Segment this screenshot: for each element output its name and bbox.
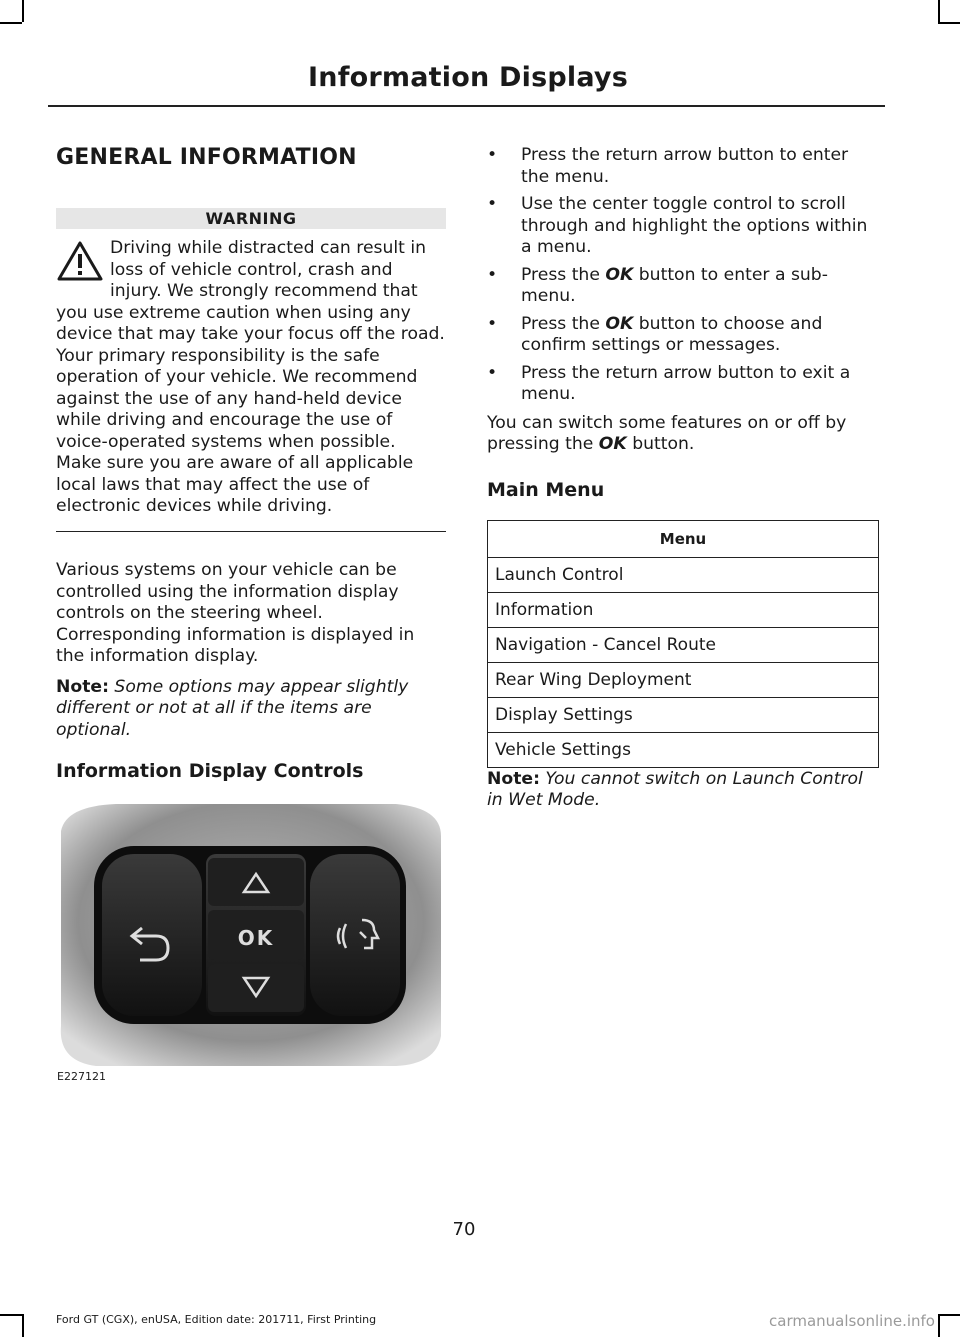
- table-row: Vehicle Settings: [488, 732, 879, 767]
- table-row: Rear Wing Deployment: [488, 662, 879, 697]
- menu-note: Note: You cannot switch on Launch Control in Wet Mode.: [487, 768, 863, 810]
- ok-label: OK: [237, 926, 275, 950]
- figure-code: E227121: [57, 1070, 106, 1083]
- note-paragraph: [56, 677, 446, 742]
- chapter-title: Information Displays: [308, 62, 628, 93]
- table-row: Navigation - Cancel Route: [488, 627, 879, 662]
- warning-text: Driving while distracted can result in loss of vehicle control, crash and injury. We strongly recommend that you use extreme caution when using any device that may take your focus off the road. Your primary responsibility is the safe operation of your vehicle. We recommend against the use of any hand-held device while driving and encourage the use of voice-operated systems when possible. Make sure you are aware of all applicable local laws that may affect the use of electronic devices while driving.: [56, 238, 445, 516]
- crop-mark: [0, 1314, 22, 1316]
- warning-triangle-icon: [56, 240, 104, 282]
- crop-mark: [22, 0, 24, 22]
- section-title: GENERAL INFORMATION: [56, 145, 357, 170]
- table-row: Information: [488, 592, 879, 627]
- voice-button[interactable]: [310, 854, 400, 1016]
- list-item: • Press the return arrow button to exit a menu.: [487, 362, 851, 404]
- crop-mark: [0, 22, 22, 24]
- watermark: carmanualsonline.info: [769, 1312, 935, 1330]
- note-text: Some options may appear slightly different or not at all if the items are optional.: [56, 676, 409, 740]
- main-menu-title: Main Menu: [487, 478, 605, 501]
- page-number: 70: [452, 1219, 476, 1240]
- table-row: Display Settings: [488, 697, 879, 732]
- edition-footer: Ford GT (CGX), enUSA, Edition date: 201711, First Printing: [56, 1313, 377, 1326]
- left-column: [56, 145, 446, 1081]
- crop-mark: [938, 0, 940, 22]
- crop-mark: [22, 1314, 24, 1337]
- warning-box: [56, 238, 446, 518]
- menu-table: [487, 520, 879, 768]
- instruction-list: [487, 145, 879, 406]
- controls-title: Information Display Controls: [56, 760, 364, 782]
- crop-mark: [938, 1314, 940, 1337]
- switch-paragraph: You can switch some features on or off by pressing the OK button.: [487, 412, 847, 454]
- list-item: • Press the OK button to choose and confirm settings or messages.: [487, 313, 823, 355]
- header-rule: [48, 105, 885, 107]
- table-row: Launch Control: [488, 557, 879, 592]
- warning-heading: WARNING: [56, 208, 446, 229]
- list-item: • Press the return arrow button to enter the menu.: [487, 145, 849, 187]
- crop-mark: [938, 22, 960, 24]
- note-label: Note:: [56, 676, 109, 697]
- list-item: • Use the center toggle control to scroll through and highlight the options within a menu.: [487, 194, 868, 257]
- down-button[interactable]: [208, 964, 304, 1012]
- menu-table-header: Menu: [488, 520, 879, 557]
- warning-rule: [56, 531, 446, 533]
- list-item: • Press the OK button to enter a sub-menu.: [487, 264, 828, 306]
- crop-mark: [938, 1314, 960, 1316]
- intro-paragraph: Various systems on your vehicle can be controlled using the information display controls on the steering wheel. Corresponding information is displayed in the information display.: [56, 560, 415, 666]
- up-button[interactable]: [208, 858, 304, 906]
- controls-figure: [56, 796, 446, 1081]
- right-column: [487, 145, 879, 812]
